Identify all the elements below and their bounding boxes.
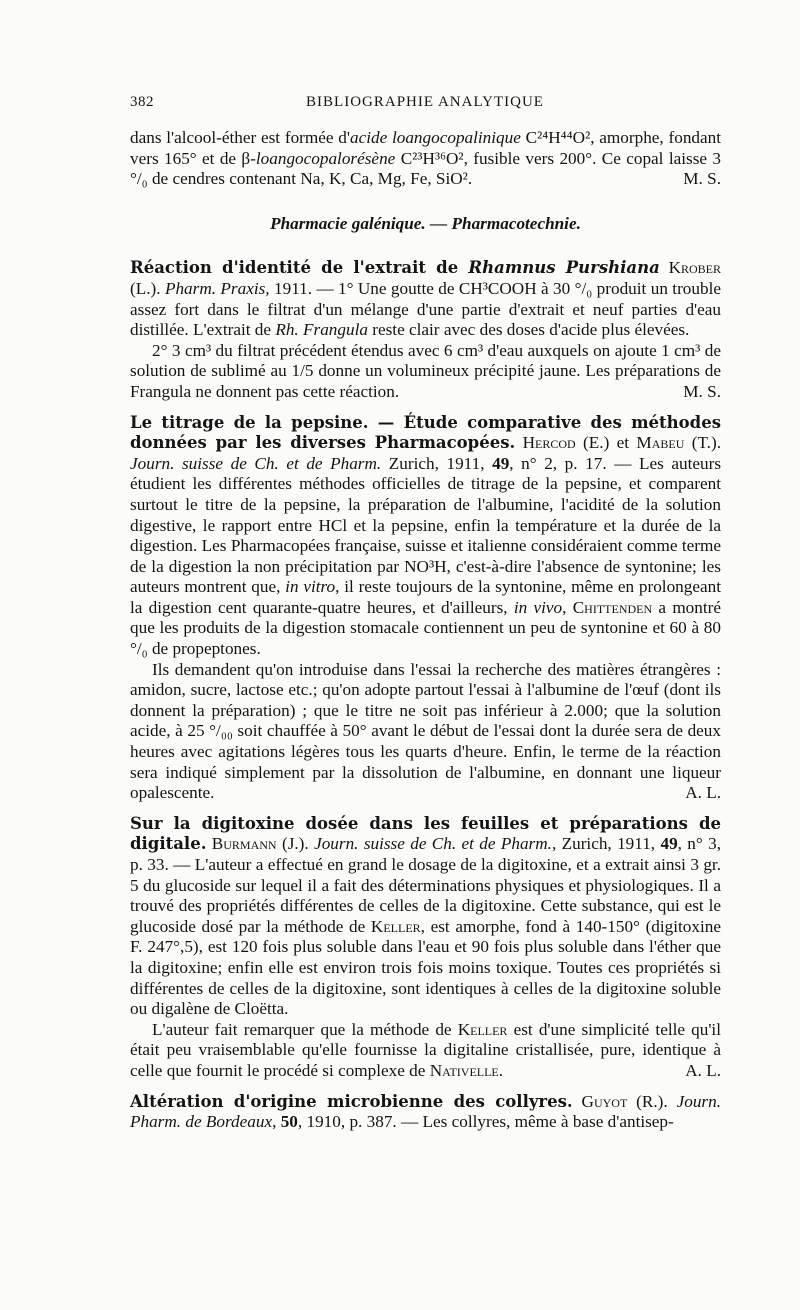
text: (E.) et <box>575 433 637 453</box>
text: L'auteur fait remarquer que la méthode de <box>152 1019 458 1039</box>
text: , n° 2, p. 17. — Les auteurs étudient les différentes méthodes officielles de titrage de la pepsine, et comparent surtout le titre de la pepsine, la préparation de l'albumine, l'acidité de la solution digestive, le rapport entre HCl et la pepsine, enfin la température et la durée de la digestion. Les Pharmacopées française, suisse et italienne considéraient comme terme de la digestion la non précipitation par NO³H, c'est-à-dire l'absence de syntonine; les auteurs montrent que, <box>130 453 722 597</box>
volume: 50 <box>280 1112 298 1132</box>
text: est d'une simplicité telle qu'il était peu vraisemblable qu'elle fournisse la digitaline cristallisée, pure, identique à celle que fournit le procédé si complexe de <box>130 1019 721 1080</box>
text: Ils demandent qu'on introduise dans l'essai la recherche des matières étrangères : amidon, sucre, lactose etc.; qu'on adopte partout l'essai à l'albumine de l'œuf (dont ils donnent la préparation) ; que le titre ne soit pas inférieur à 2.000; que la solution acide, à 25 °/₀₀ soit chauffée à 50° avant le début de l'essai dont la durée sera de deux heures avec agitations légères tous les quarts d'heure. Enfin, le terme de la réaction sera indiqué simplement par la dissolution de l'albumine, en donnant une liqueur opalescente. <box>130 659 721 803</box>
italic-term: in vivo <box>513 597 563 617</box>
text: Zurich, 1911, <box>381 453 493 473</box>
text: , amorphe, fondant vers 165° et de β- <box>130 128 722 168</box>
article-paragraph <box>130 1020 721 1082</box>
text: dans l'alcool-éther est formée d' <box>130 128 350 147</box>
author: Hercod <box>522 433 576 453</box>
article-paragraph <box>130 660 721 804</box>
journal: Pharm. Praxis, <box>164 278 270 298</box>
continued-paragraph <box>130 128 721 190</box>
article-paragraph <box>130 341 721 403</box>
article-digitoxine <box>130 814 721 1020</box>
signature: A. L. <box>685 1060 721 1080</box>
text: (J.). <box>276 834 315 854</box>
article-title: Sur la digitoxine dosée dans les feuilles et préparations de digitale. <box>130 813 721 854</box>
text: , 1910, p. 387. — Les collyres, même à base d'antisep- <box>297 1112 674 1132</box>
article-pepsine <box>130 413 721 660</box>
author: Krober <box>668 258 721 278</box>
volume: 49 <box>660 834 678 854</box>
article-title: Altération d'origine microbienne des collyres. <box>130 1091 573 1111</box>
text: (L.). <box>130 278 165 298</box>
volume: 49 <box>492 453 510 473</box>
page-number: 382 <box>130 94 154 110</box>
italic-term: in vitro <box>285 577 336 597</box>
article-rhamnus <box>130 258 721 340</box>
running-title: BIBLIOGRAPHIE ANALYTIQUE <box>306 94 544 110</box>
author: Chittenden <box>572 597 653 617</box>
text: (T.). <box>684 433 721 453</box>
signature: M. S. <box>683 381 721 401</box>
title-text: Réaction d'identité de l'extrait de <box>130 258 469 278</box>
signature: M. S. <box>683 169 721 189</box>
text: , est amorphe, fond à 140-150° (digitoxine F. 247°,5), est 120 fois plus soluble dans l'eau et 90 fois plus soluble dans l'éther que la digitoxine; enfin elle est environ trois fois moins toxique. Toutes ces propriétés si différentes de celles de la digitoxine, sont identiques à celles de la digitoxine soluble ou digalène de Cloëtta. <box>130 916 721 1019</box>
article-title <box>130 258 660 277</box>
text: a montré que les produits de la digestion stomacale contiennent un peu de syntonine et 60 à 80 °/₀ de propeptones. <box>130 597 721 659</box>
text: , n° 3, p. 33. — L'auteur a effectué en grand le dosage de la digitoxine, et a extrait ainsi 3 gr. 5 du glucoside sur lequel il a fait des déterminations physiques et physiologiques. Il a trouvé des propriétés différentes de celles de la digitoxine. Cette substance, qui est le glucoside dosé par la méthode de <box>130 834 722 936</box>
text: , fusible vers 200°. Ce copal laisse 3 °/₀ de cendres contenant Na, K, Ca, Mg, Fe, SiO². <box>130 148 721 189</box>
formula: C²⁴H⁴⁴O² <box>525 128 591 147</box>
text: , <box>562 597 573 617</box>
text: 1911. — 1° Une goutte de CH³COOH à 30 °/₀ produit un trouble assez fort dans le filtrat d'un mélange d'une partie d'extrait et neuf parties d'eau distillée. L'extrait de <box>130 278 721 340</box>
author: Mabeu <box>636 433 685 453</box>
author: Guyot <box>581 1091 628 1111</box>
formula: C²³H³⁶O² <box>400 148 464 168</box>
text: reste clair avec des doses d'acide plus élevées. <box>367 320 690 340</box>
author: Keller <box>370 916 421 936</box>
text: , il reste toujours de la syntonine, même en prolongeant la digestion cent quarante-quatre heures, et d'ailleurs, <box>130 577 721 617</box>
author: Keller <box>457 1019 508 1039</box>
text: , Zurich, 1911, <box>551 834 661 854</box>
text: , <box>272 1112 281 1132</box>
section-heading: Pharmacie galénique. — Pharmacotechnie. <box>270 213 581 233</box>
page-header <box>130 94 720 118</box>
journal: Journ. Pharm. de Bordeaux <box>130 1091 721 1132</box>
page-body <box>130 128 721 1133</box>
italic-term: acide loangocopalinique <box>349 128 521 147</box>
title-italic: Rhamnus Purshiana <box>468 258 660 278</box>
italic-term: Rh. Frangula <box>275 320 368 340</box>
journal: Journ. suisse de Ch. et de Pharm. <box>314 834 552 854</box>
text: (R.). <box>627 1091 677 1111</box>
text: . <box>498 1060 504 1080</box>
italic-term: loangocopalorésène <box>255 148 396 168</box>
author: Nativelle <box>429 1060 499 1080</box>
signature: A. L. <box>685 783 721 803</box>
text: 2° 3 cm³ du filtrat précédent étendus avec 6 cm³ d'eau auxquels on ajoute 1 cm³ de solution de sublimé au 1/5 donne un volumineux précipité jaune. Les préparations de Frangula ne donnent pas cette réaction. <box>130 340 721 401</box>
journal: Journ. suisse de Ch. et de Pharm. <box>130 453 382 473</box>
article-title: Le titrage de la pepsine. — Étude comparative des méthodes données par les diverses Pharmacopées. <box>130 412 721 453</box>
author: Burmann <box>211 834 277 854</box>
article-collyres <box>130 1092 721 1133</box>
